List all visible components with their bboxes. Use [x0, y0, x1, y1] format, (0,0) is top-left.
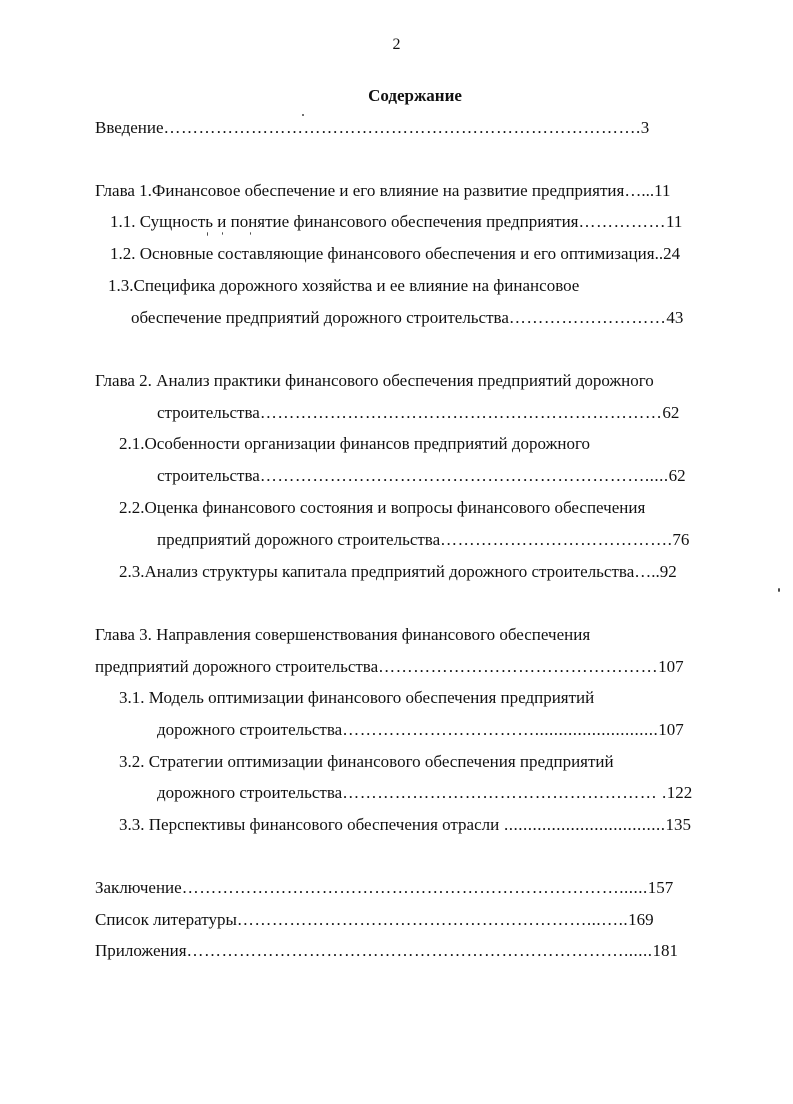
toc-page-number: 43 — [666, 308, 684, 327]
toc-entry-text: 1.2. Основные составляющие финансового обеспечения и его оптимизация.. — [110, 244, 664, 263]
toc-page-number: 135 — [665, 815, 691, 834]
toc-entry-text: 1.1. Сущность и понятие финансового обеспечения предприятия — [110, 212, 579, 231]
toc-entry-section-2-2-line-1 — [119, 497, 645, 519]
toc-entry-text: Глава 3. Направления совершенствования финансового обеспечения — [95, 625, 591, 644]
toc-entry-chapter-2-line-1 — [95, 370, 654, 392]
toc-leader-dots: …………………………….......................... — [342, 720, 659, 739]
toc-leader-dots: ……………………… — [508, 308, 667, 327]
toc-entry-text: Глава 2. Анализ практики финансового обеспечения предприятий дорожного — [95, 371, 654, 390]
scan-speck — [250, 232, 251, 235]
toc-page-number: 92 — [659, 562, 677, 581]
toc-entry-text: предприятий дорожного строительства — [157, 530, 441, 549]
toc-page-number: 157 — [647, 878, 674, 897]
toc-entry-text: Приложения — [95, 941, 187, 960]
toc-entry-section-3-1-line-1 — [119, 687, 594, 709]
toc-entry-text: 1.3.Специфика дорожного хозяйства и ее влияние на финансовое — [108, 276, 580, 295]
toc-page-number: 169 — [628, 910, 654, 929]
toc-entry-text: обеспечение предприятий дорожного строительства — [131, 308, 509, 327]
toc-entry-text: 3.3. Перспективы финансового обеспечения отрасли — [119, 815, 500, 834]
toc-entry-text: дорожного строительства — [157, 720, 343, 739]
toc-entry-text: 3.2. Стратегии оптимизации финансового обеспечения предприятий — [119, 752, 614, 771]
scan-speck — [778, 588, 780, 592]
toc-leader-dots: …………………………………………………………… — [259, 403, 663, 422]
toc-entry-text: Список литературы — [95, 910, 237, 929]
toc-leader-dots: …………… — [578, 212, 666, 231]
toc-page-number: 62 — [668, 466, 686, 485]
toc-page-number: 76 — [672, 530, 690, 549]
toc-leader-dots: …………………………………………………………………...... — [181, 878, 648, 897]
scan-speck — [207, 232, 208, 236]
toc-leader-dots: ………………………………………… — [378, 657, 659, 676]
toc-page-number: 181 — [652, 941, 679, 960]
toc-entry-introduction — [95, 117, 738, 139]
toc-entry-text: Глава 1.Финансовое обеспечение и его влияние на развитие предприятия…... — [95, 181, 655, 200]
toc-leader-dots: ……………………………………………… . — [342, 783, 667, 802]
toc-entry-text: строительства — [157, 403, 260, 422]
scan-speck — [302, 114, 304, 116]
toc-entry-chapter-3-line-2 — [95, 656, 738, 678]
toc-leader-dots: .................................. — [499, 815, 666, 834]
toc-entry-section-2-1-line-1 — [119, 433, 590, 455]
toc-page-number: 107 — [658, 657, 684, 676]
toc-leader-dots: …………………………………………………………………...... — [186, 941, 653, 960]
toc-leader-dots: ……………………………………………………...….. — [236, 910, 629, 929]
toc-leader-dots: ………………………………………………………………………. — [163, 118, 641, 137]
toc-page-number: 122 — [666, 783, 693, 802]
toc-entry-section-3-3 — [119, 814, 738, 836]
toc-entry-text: строительства — [157, 466, 260, 485]
toc-entry-section-2-2-line-2 — [157, 529, 738, 551]
toc-entry-section-1-3-line-2 — [131, 307, 738, 329]
page-number: 2 — [392, 36, 401, 53]
toc-entry-chapter-1 — [95, 180, 738, 202]
toc-entry-section-2-1-line-2 — [157, 465, 738, 487]
toc-entry-text: 2.2.Оценка финансового состояния и вопросы финансового обеспечения — [119, 498, 646, 517]
toc-entry-section-1-2 — [110, 243, 738, 265]
toc-entry-text: предприятий дорожного строительства — [95, 657, 379, 676]
toc-entry-chapter-2-line-2 — [157, 402, 738, 424]
toc-entry-text: 3.1. Модель оптимизации финансового обеспечения предприятий — [119, 688, 595, 707]
toc-entry-text: дорожного строительства — [157, 783, 343, 802]
toc-entry-section-3-1-line-2 — [157, 719, 738, 741]
toc-entry-section-3-2-line-1 — [119, 751, 614, 773]
toc-page-number: 62 — [662, 403, 680, 422]
toc-page-number: 24 — [663, 244, 681, 263]
page-title: Содержание — [368, 86, 462, 105]
toc-entry-chapter-3-line-1 — [95, 624, 590, 646]
scan-speck — [222, 232, 223, 235]
toc-entry-section-1-3-line-1 — [108, 275, 579, 297]
toc-leader-dots: …………………………………………………………..... — [259, 466, 669, 485]
toc-page-number: 107 — [658, 720, 684, 739]
toc-entry-conclusion — [95, 877, 738, 899]
toc-page-number: 11 — [666, 212, 683, 231]
toc-entry-text: 2.1.Особенности организации финансов предприятий дорожного — [119, 434, 591, 453]
toc-entry-section-1-1 — [110, 211, 738, 233]
toc-page-number: 11 — [654, 181, 671, 200]
toc-entry-text: Введение — [95, 118, 164, 137]
toc-entry-bibliography — [95, 909, 738, 931]
toc-entry-section-2-3 — [119, 561, 738, 583]
toc-entry-section-3-2-line-2 — [157, 782, 738, 804]
toc-entry-text: 2.3.Анализ структуры капитала предприятий дорожного строительства….. — [119, 562, 660, 581]
toc-page-number: 3 — [640, 118, 650, 137]
toc-leader-dots: …………………………………. — [440, 530, 673, 549]
toc-entry-appendices — [95, 940, 738, 962]
toc-entry-text: Заключение — [95, 878, 182, 897]
